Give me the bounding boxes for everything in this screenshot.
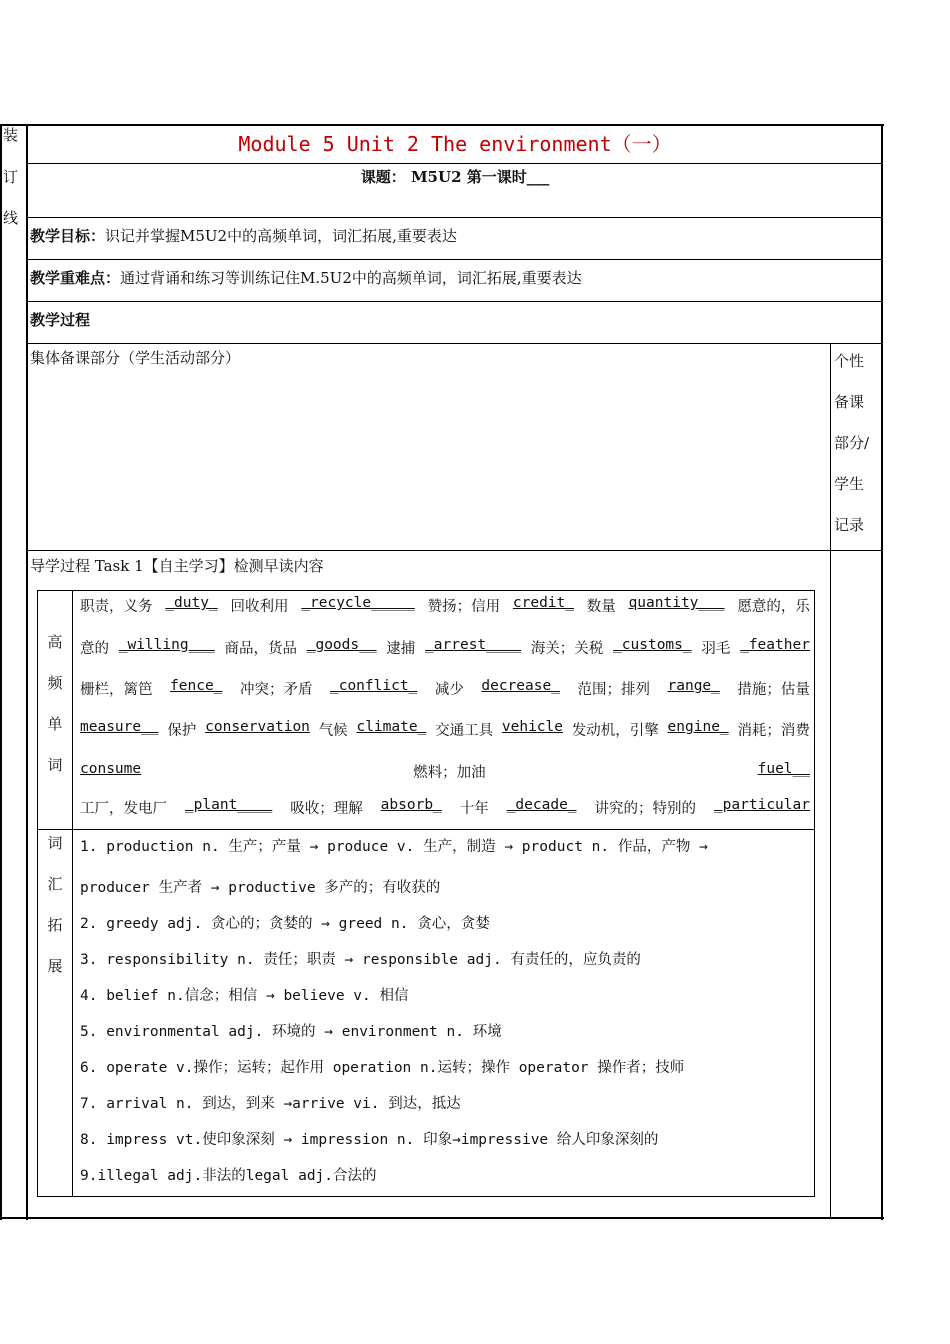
prompt-text: 吸收；理解 <box>290 801 363 817</box>
answer-word: _plant____ <box>184 797 273 813</box>
personal-notes-label <box>834 341 878 546</box>
answer-word: _arrest____ <box>425 637 522 653</box>
difficulty-label: 教学重难点： <box>30 269 121 287</box>
vocab-line: 2. greedy adj. 贪心的；贪婪的 → greed n. 贪心，贪婪 <box>80 916 490 932</box>
prompt-text: 工厂，发电厂 <box>80 801 167 817</box>
binding-label-3: 线 <box>3 209 19 227</box>
prompt-text: 职责，义务 <box>80 599 153 615</box>
vocab-label <box>45 823 65 987</box>
answer-word: _particular <box>713 797 810 813</box>
prompt-text: 消耗；消费 <box>737 723 810 739</box>
answer-word: climate_ <box>356 719 427 735</box>
answer-word: fence_ <box>170 678 223 694</box>
binding-label-1: 装 <box>3 126 19 144</box>
hf-line <box>80 678 810 699</box>
prompt-text: 交通工具 <box>435 723 494 739</box>
prompt-text: 赞扬；信用 <box>427 599 501 615</box>
answer-word: conservation <box>205 719 310 735</box>
answer-word: credit_ <box>512 595 574 611</box>
prompt-text: 商品，货品 <box>224 641 297 657</box>
prompt-text: 减少 <box>434 682 464 698</box>
vocab-line: 6. operate v.操作；运转；起作用 operation n.运转；操作 operator 操作者；技师 <box>80 1060 685 1076</box>
prompt-text: 意的 <box>80 641 109 657</box>
personal-col-5: 记录 <box>834 516 865 534</box>
hf-line <box>80 595 810 616</box>
binding-label-2: 订 <box>3 168 19 186</box>
hf-label-4: 词 <box>47 756 63 774</box>
vocab-line: 5. environmental adj. 环境的 → environment n. 环境 <box>80 1024 502 1040</box>
hf-line <box>80 761 810 782</box>
answer-word: vehicle <box>501 719 563 735</box>
personal-col-3: 部分/ <box>834 434 870 452</box>
objective-text: 识记并掌握M5U2中的高频单词，词汇拓展,重要表达 <box>105 227 457 245</box>
prompt-text: 燃料；加油 <box>413 765 486 781</box>
vocab-line: 9.illegal adj.非法的legal adj.合法的 <box>80 1168 377 1184</box>
prompt-text: 范围；排列 <box>577 682 650 698</box>
answer-word: _decade_ <box>506 797 577 813</box>
answer-word: _duty_ <box>165 595 218 611</box>
prompt-text: 保护 <box>167 723 197 739</box>
prompt-text: 数量 <box>586 599 616 615</box>
objective-row <box>30 225 457 246</box>
hf-line <box>80 797 810 818</box>
prompt-text: 栅栏，篱笆 <box>80 682 153 698</box>
objective-label: 教学目标： <box>30 227 106 245</box>
prompt-text: 十年 <box>459 801 489 817</box>
vocab-label-2: 汇 <box>47 875 63 893</box>
group-prep-label: 集体备课部分（学生活动部分） <box>30 349 241 367</box>
prompt-text: 回收利用 <box>230 599 289 615</box>
difficulty-row <box>30 267 582 288</box>
hf-line <box>80 719 810 740</box>
vocab-label-4: 展 <box>47 957 63 975</box>
answer-word: decrease_ <box>481 678 560 694</box>
prompt-text: 冲突；矛盾 <box>239 682 313 698</box>
answer-word: quantity___ <box>628 595 725 611</box>
hf-label-2: 频 <box>47 674 63 692</box>
prompt-text: 逮捕 <box>386 641 416 657</box>
vocab-line: 7. arrival n. 到达，到来 →arrive vi. 到达，抵达 <box>80 1096 461 1112</box>
prompt-text: 发动机，引擎 <box>571 723 659 739</box>
hf-line <box>80 637 810 658</box>
prompt-text: 羽毛 <box>701 641 731 657</box>
answer-word: fuel__ <box>757 761 810 777</box>
prompt-text: 愿意的，乐 <box>737 599 810 615</box>
page-title: Module 5 Unit 2 The environment（一） <box>238 132 672 156</box>
difficulty-text: 通过背诵和练习等训练记住M.5U2中的高频单词，词汇拓展,重要表达 <box>120 269 582 287</box>
vocab-line: 3. responsibility n. 责任；职责 → responsible adj. 有责任的，应负责的 <box>80 952 641 968</box>
answer-word: _recycle_____ <box>301 595 415 611</box>
vocab-line: producer 生产者 → productive 多产的；有收获的 <box>80 880 441 896</box>
answer-word: engine_ <box>667 719 729 735</box>
answer-word: absorb_ <box>380 797 442 813</box>
answer-word: _customs_ <box>613 637 692 653</box>
prompt-text: 措施；估量 <box>737 682 810 698</box>
task-heading: 导学过程 Task 1【自主学习】检测早读内容 <box>30 557 324 575</box>
prompt-text: 气候 <box>318 723 348 739</box>
answer-word: consume <box>80 761 142 777</box>
answer-word: _goods__ <box>306 637 377 653</box>
answer-word: _willing___ <box>118 637 215 653</box>
hf-label-1: 高 <box>47 633 63 651</box>
answer-word: range_ <box>667 678 720 694</box>
answer-word: _conflict_ <box>329 678 418 694</box>
vocab-label-3: 拓 <box>47 916 63 934</box>
vocab-line: 1. production n. 生产；产量 → produce v. 生产，制造 → product n. 作品，产物 → <box>80 839 708 855</box>
high-freq-label <box>45 622 65 786</box>
personal-col-4: 学生 <box>834 475 865 493</box>
vocab-line: 8. impress vt.使印象深刻 → impression n. 印象→impressive 给人印象深刻的 <box>80 1132 659 1148</box>
personal-col-2: 备课 <box>834 393 865 411</box>
vocab-label-1: 词 <box>47 834 63 852</box>
hf-label-3: 单 <box>47 715 63 733</box>
lesson-subject: 课题： M5U2 第一课时___ <box>360 168 550 186</box>
prompt-text: 讲究的；特别的 <box>594 801 696 817</box>
prompt-text: 海关；关税 <box>530 641 604 657</box>
process-label: 教学过程 <box>30 311 91 329</box>
vocab-line: 4. belief n.信念；相信 → believe v. 相信 <box>80 988 409 1004</box>
personal-col-1: 个性 <box>834 352 865 370</box>
answer-word: _feather <box>740 637 810 653</box>
answer-word: measure__ <box>80 719 159 735</box>
